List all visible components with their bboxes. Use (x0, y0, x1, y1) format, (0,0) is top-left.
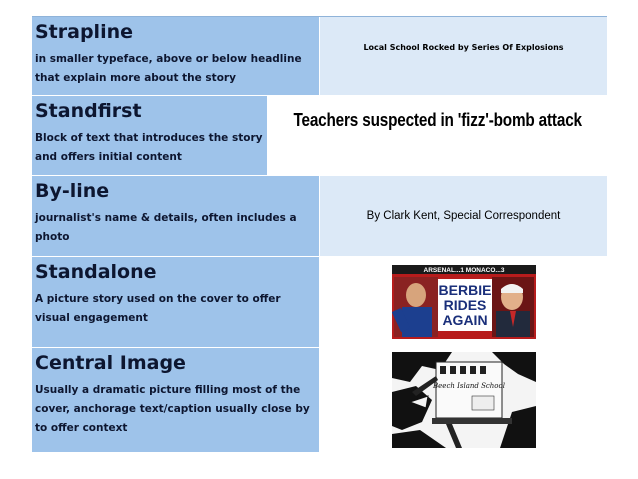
byline-example: By Clark Kent, Special Correspondent (366, 210, 561, 222)
term-cell (32, 176, 320, 256)
term-description: Usually a dramatic picture filling most of the cover, anchorage text/caption usually close by to offer context (35, 384, 310, 434)
example-cell (320, 176, 607, 256)
central-school-image (392, 352, 536, 448)
banner-text: ARSENAL...1 MONACO...3 (423, 267, 504, 274)
example-cell (320, 257, 607, 347)
term-cell (32, 257, 320, 347)
term-cell (32, 348, 320, 452)
strapline-example: Local School Rocked by Series Of Explosions (363, 43, 564, 52)
table-row (32, 17, 607, 96)
term-title: Strapline (35, 21, 133, 43)
headline-line-3: AGAIN (441, 312, 488, 328)
term-description: in smaller typeface, above or below headline that explain more about the story (35, 53, 302, 84)
term-title: Central Image (35, 352, 186, 374)
term-title: Standalone (35, 261, 157, 283)
example-cell (320, 17, 607, 95)
headline-line-2: RIDES (443, 297, 486, 313)
example-cell (268, 96, 607, 175)
term-cell (32, 96, 268, 175)
standalone-football-image (392, 265, 536, 339)
table-row (32, 348, 607, 453)
table-row (32, 257, 607, 348)
headline-line-1: BERBIE (438, 282, 491, 298)
term-description: A picture story used on the cover to offer visual engagement (35, 293, 281, 324)
example-cell (320, 348, 607, 452)
term-title: By-line (35, 180, 110, 202)
term-description: Block of text that introduces the story and offers initial content (35, 132, 263, 163)
term-description: journalist's name & details, often includes a photo (35, 212, 297, 243)
table-row (32, 176, 607, 257)
term-title: Standfirst (35, 100, 142, 122)
sign-text: Beech Island School (432, 382, 505, 390)
terms-table (32, 16, 607, 453)
table-row (32, 96, 607, 176)
term-cell (32, 17, 320, 95)
standfirst-example: Teachers suspected in 'fizz'-bomb attack (293, 110, 582, 130)
